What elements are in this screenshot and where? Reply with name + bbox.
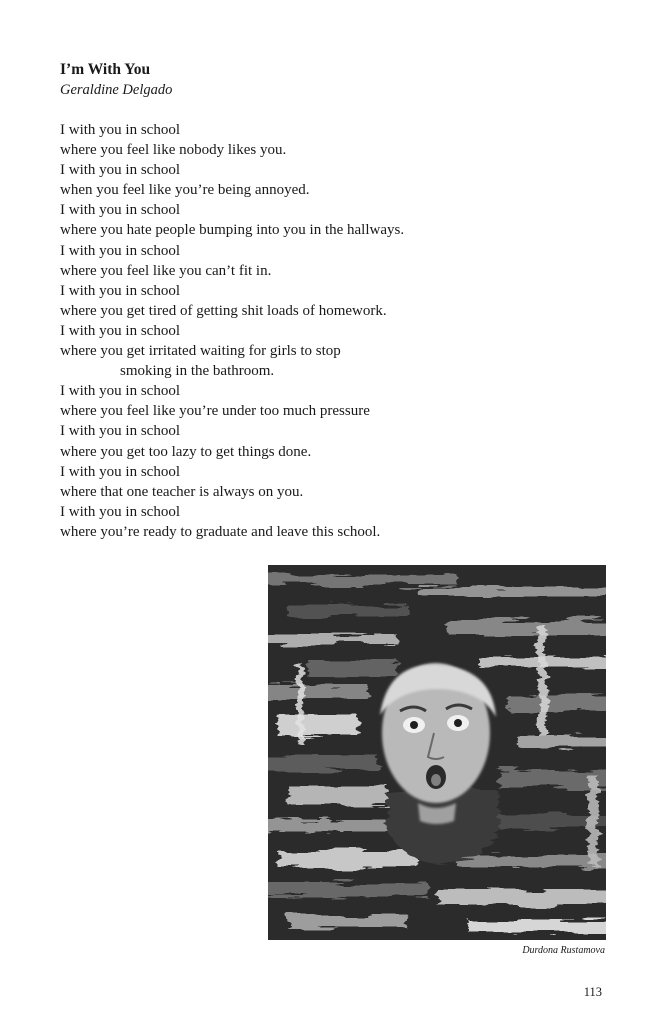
poem-line-indented: smoking in the bathroom. bbox=[120, 363, 275, 380]
poem-line: I with you in school bbox=[60, 202, 180, 219]
page-number: 113 bbox=[583, 985, 602, 999]
poem-line: I with you in school bbox=[60, 383, 180, 400]
poem-line: where you feel like you’re under too much pressure bbox=[60, 403, 370, 420]
poem-line: I with you in school bbox=[60, 282, 180, 299]
poem-line: I with you in school bbox=[60, 423, 180, 440]
poem-line: where you get tired of getting shit loads of homework. bbox=[60, 302, 387, 319]
poem-line: where you get irritated waiting for girls to stop bbox=[60, 343, 341, 360]
poem-line: I with you in school bbox=[60, 122, 180, 138]
poem-line: I with you in school bbox=[60, 242, 180, 259]
poem-line: I with you in school bbox=[60, 322, 180, 339]
poem-line: where you hate people bumping into you in the hallways. bbox=[60, 222, 405, 239]
poem-line: when you feel like you’re being annoyed. bbox=[60, 182, 310, 199]
poem-line: I with you in school bbox=[60, 463, 180, 480]
painting-image bbox=[268, 565, 606, 940]
poem-title: I’m With You bbox=[60, 61, 151, 78]
poem-line: where that one teacher is always on you. bbox=[60, 483, 304, 500]
poem-author: Geraldine Delgado bbox=[60, 82, 173, 98]
artwork-painting bbox=[268, 565, 606, 940]
poem-body bbox=[60, 120, 620, 542]
poem-line: where you get too lazy to get things done. bbox=[60, 443, 312, 460]
poem-line: where you feel like you can’t fit in. bbox=[60, 262, 272, 279]
poem-line: I with you in school bbox=[60, 162, 180, 179]
poem-line: I with you in school bbox=[60, 503, 180, 520]
artwork-credit: Durdona Rustamova bbox=[522, 945, 605, 956]
poem-line: where you feel like nobody likes you. bbox=[60, 142, 287, 159]
poem-line: where you’re ready to graduate and leave this school. bbox=[60, 523, 381, 540]
